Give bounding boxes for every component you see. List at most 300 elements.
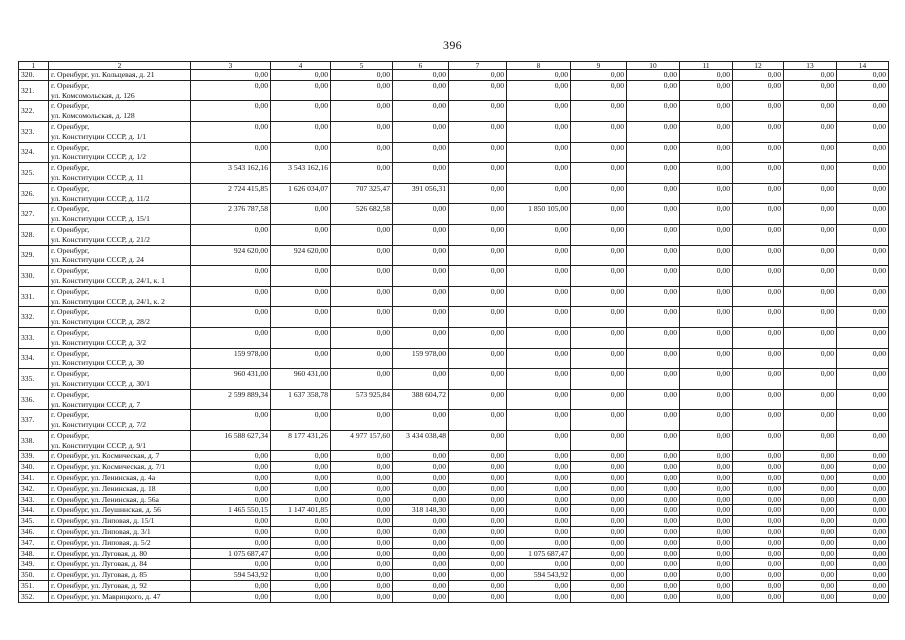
value-cell-col-7: 0,00 bbox=[449, 527, 507, 538]
value-cell-col-6: 0,00 bbox=[393, 163, 449, 184]
value-cell-col-4: 0,00 bbox=[271, 516, 331, 527]
value-cell-col-14: 0,00 bbox=[837, 570, 889, 581]
value-cell-col-10: 0,00 bbox=[627, 286, 680, 307]
column-number-4: 4 bbox=[271, 62, 331, 70]
value-cell-col-3: 0,00 bbox=[191, 307, 271, 328]
value-cell-col-11: 0,00 bbox=[680, 327, 733, 348]
address-line: г. Оренбург, ул. Космическая, д. 7 bbox=[51, 451, 160, 461]
value-cell-col-3: 960 431,00 bbox=[191, 369, 271, 390]
value-cell-col-6: 0,00 bbox=[393, 327, 449, 348]
value-cell-col-9: 0,00 bbox=[571, 245, 627, 266]
value-cell-col-13: 0,00 bbox=[784, 581, 837, 592]
table-row bbox=[19, 559, 889, 570]
row-number: 336. bbox=[19, 389, 49, 410]
value-cell-col-14: 0,00 bbox=[837, 348, 889, 369]
value-cell-col-8: 0,00 bbox=[507, 70, 571, 81]
address-line: г. Оренбург, bbox=[51, 142, 90, 152]
value-cell-col-8: 0,00 bbox=[507, 183, 571, 204]
value-cell-col-13: 0,00 bbox=[784, 473, 837, 484]
table-row bbox=[19, 307, 889, 328]
value-cell-col-7: 0,00 bbox=[449, 483, 507, 494]
address-line: ул. Конституции СССР, д. 1/1 bbox=[51, 131, 147, 141]
address-line: г. Оренбург, ул. Маврицкого, д. 47 bbox=[51, 591, 161, 601]
value-cell-col-3: 0,00 bbox=[191, 410, 271, 431]
table-row bbox=[19, 121, 889, 142]
value-cell-col-8: 0,00 bbox=[507, 473, 571, 484]
address-line: г. Оренбург, ул. Кольцевая, д. 21 bbox=[51, 70, 155, 79]
value-cell-col-5: 0,00 bbox=[331, 494, 393, 505]
value-cell-col-7: 0,00 bbox=[449, 70, 507, 81]
table-row bbox=[19, 516, 889, 527]
value-cell-col-9: 0,00 bbox=[571, 473, 627, 484]
value-cell-col-6: 318 148,30 bbox=[393, 505, 449, 516]
address-cell bbox=[49, 286, 191, 307]
value-cell-col-5: 0,00 bbox=[331, 70, 393, 81]
value-cell-col-4: 0,00 bbox=[271, 286, 331, 307]
value-cell-col-9: 0,00 bbox=[571, 430, 627, 451]
value-cell-col-11: 0,00 bbox=[680, 430, 733, 451]
address-cell bbox=[49, 101, 191, 122]
column-number-14: 14 bbox=[837, 62, 889, 70]
value-cell-col-3: 0,00 bbox=[191, 581, 271, 592]
value-cell-col-10: 0,00 bbox=[627, 473, 680, 484]
row-number: 335. bbox=[19, 369, 49, 390]
value-cell-col-10: 0,00 bbox=[627, 494, 680, 505]
value-cell-col-7: 0,00 bbox=[449, 430, 507, 451]
value-cell-col-4: 0,00 bbox=[271, 348, 331, 369]
value-cell-col-6: 0,00 bbox=[393, 224, 449, 245]
value-cell-col-5: 0,00 bbox=[331, 581, 393, 592]
value-cell-col-4: 0,00 bbox=[271, 80, 331, 101]
value-cell-col-9: 0,00 bbox=[571, 494, 627, 505]
value-cell-col-9: 0,00 bbox=[571, 266, 627, 287]
address-line: ул. Конституции СССР, д. 7 bbox=[51, 399, 141, 409]
value-cell-col-3: 2 724 415,85 bbox=[191, 183, 271, 204]
value-cell-col-12: 0,00 bbox=[733, 570, 784, 581]
value-cell-col-6: 0,00 bbox=[393, 121, 449, 142]
value-cell-col-7: 0,00 bbox=[449, 494, 507, 505]
value-cell-col-8: 1 850 105,00 bbox=[507, 204, 571, 225]
column-number-12: 12 bbox=[733, 62, 784, 70]
table-row bbox=[19, 369, 889, 390]
value-cell-col-9: 0,00 bbox=[571, 70, 627, 81]
address-cell bbox=[49, 307, 191, 328]
value-cell-col-12: 0,00 bbox=[733, 591, 784, 602]
value-cell-col-4: 1 626 034,07 bbox=[271, 183, 331, 204]
value-cell-col-6: 0,00 bbox=[393, 266, 449, 287]
address-line: г. Оренбург, ул. Липовая, д. 15/1 bbox=[51, 516, 155, 526]
value-cell-col-11: 0,00 bbox=[680, 516, 733, 527]
value-cell-col-11: 0,00 bbox=[680, 527, 733, 538]
value-cell-col-12: 0,00 bbox=[733, 101, 784, 122]
row-number: 327. bbox=[19, 204, 49, 225]
value-cell-col-11: 0,00 bbox=[680, 163, 733, 184]
value-cell-col-13: 0,00 bbox=[784, 410, 837, 431]
address-cell bbox=[49, 224, 191, 245]
value-cell-col-4: 960 431,00 bbox=[271, 369, 331, 390]
address-line: г. Оренбург, ул. Ленинская, д. 4а bbox=[51, 473, 156, 483]
value-cell-col-3: 924 620,00 bbox=[191, 245, 271, 266]
value-cell-col-12: 0,00 bbox=[733, 327, 784, 348]
value-cell-col-6: 0,00 bbox=[393, 473, 449, 484]
value-cell-col-12: 0,00 bbox=[733, 121, 784, 142]
value-cell-col-10: 0,00 bbox=[627, 163, 680, 184]
value-cell-col-4: 924 620,00 bbox=[271, 245, 331, 266]
value-cell-col-8: 0,00 bbox=[507, 505, 571, 516]
row-number: 324. bbox=[19, 142, 49, 163]
row-number: 351. bbox=[19, 581, 49, 592]
column-number-9: 9 bbox=[571, 62, 627, 70]
value-cell-col-4: 0,00 bbox=[271, 204, 331, 225]
value-cell-col-12: 0,00 bbox=[733, 559, 784, 570]
value-cell-col-11: 0,00 bbox=[680, 581, 733, 592]
value-cell-col-14: 0,00 bbox=[837, 70, 889, 81]
value-cell-col-12: 0,00 bbox=[733, 473, 784, 484]
value-cell-col-4: 0,00 bbox=[271, 451, 331, 462]
value-cell-col-9: 0,00 bbox=[571, 348, 627, 369]
address-line: ул. Конституции СССР, д. 9/1 bbox=[51, 440, 147, 450]
value-cell-col-9: 0,00 bbox=[571, 483, 627, 494]
value-cell-col-12: 0,00 bbox=[733, 369, 784, 390]
value-cell-col-8: 0,00 bbox=[507, 121, 571, 142]
value-cell-col-12: 0,00 bbox=[733, 516, 784, 527]
column-number-6: 6 bbox=[393, 62, 449, 70]
row-number: 340. bbox=[19, 462, 49, 473]
address-cell bbox=[49, 266, 191, 287]
value-cell-col-12: 0,00 bbox=[733, 204, 784, 225]
value-cell-col-8: 594 543,92 bbox=[507, 570, 571, 581]
value-cell-col-11: 0,00 bbox=[680, 348, 733, 369]
row-number: 348. bbox=[19, 548, 49, 559]
value-cell-col-14: 0,00 bbox=[837, 430, 889, 451]
value-cell-col-3: 1 075 687,47 bbox=[191, 548, 271, 559]
value-cell-col-8: 0,00 bbox=[507, 537, 571, 548]
value-cell-col-5: 0,00 bbox=[331, 121, 393, 142]
value-cell-col-6: 3 434 038,48 bbox=[393, 430, 449, 451]
value-cell-col-10: 0,00 bbox=[627, 483, 680, 494]
address-line: ул. Конституции СССР, д. 24/1, к. 1 bbox=[51, 275, 165, 285]
value-cell-col-7: 0,00 bbox=[449, 410, 507, 431]
value-cell-col-5: 0,00 bbox=[331, 348, 393, 369]
value-cell-col-11: 0,00 bbox=[680, 307, 733, 328]
address-line: г. Оренбург, bbox=[51, 286, 90, 296]
table-row bbox=[19, 70, 889, 81]
value-cell-col-14: 0,00 bbox=[837, 389, 889, 410]
value-cell-col-11: 0,00 bbox=[680, 101, 733, 122]
value-cell-col-7: 0,00 bbox=[449, 581, 507, 592]
value-cell-col-12: 0,00 bbox=[733, 286, 784, 307]
address-cell bbox=[49, 473, 191, 484]
table-row bbox=[19, 204, 889, 225]
value-cell-col-7: 0,00 bbox=[449, 307, 507, 328]
address-line: ул. Конституции СССР, д. 28/2 bbox=[51, 317, 150, 327]
value-cell-col-12: 0,00 bbox=[733, 163, 784, 184]
column-number-5: 5 bbox=[331, 62, 393, 70]
address-line: ул. Конституции СССР, д. 3/2 bbox=[51, 337, 147, 347]
address-line: ул. Конституции СССР, д. 24/1, к. 2 bbox=[51, 296, 165, 306]
value-cell-col-6: 0,00 bbox=[393, 548, 449, 559]
value-cell-col-6: 0,00 bbox=[393, 451, 449, 462]
table-row bbox=[19, 473, 889, 484]
address-line: г. Оренбург, bbox=[51, 327, 90, 337]
value-cell-col-4: 0,00 bbox=[271, 327, 331, 348]
address-line: г. Оренбург, bbox=[51, 245, 90, 255]
value-cell-col-13: 0,00 bbox=[784, 516, 837, 527]
value-cell-col-3: 0,00 bbox=[191, 537, 271, 548]
value-cell-col-9: 0,00 bbox=[571, 570, 627, 581]
value-cell-col-4: 0,00 bbox=[271, 570, 331, 581]
address-line: г. Оренбург, ул. Луговая, д. 85 bbox=[51, 570, 147, 580]
value-cell-col-14: 0,00 bbox=[837, 527, 889, 538]
table-row bbox=[19, 527, 889, 538]
table-row bbox=[19, 266, 889, 287]
value-cell-col-10: 0,00 bbox=[627, 266, 680, 287]
repair-register-table bbox=[18, 61, 889, 603]
value-cell-col-7: 0,00 bbox=[449, 204, 507, 225]
row-number: 339. bbox=[19, 451, 49, 462]
value-cell-col-7: 0,00 bbox=[449, 101, 507, 122]
value-cell-col-3: 0,00 bbox=[191, 286, 271, 307]
value-cell-col-5: 0,00 bbox=[331, 548, 393, 559]
value-cell-col-13: 0,00 bbox=[784, 204, 837, 225]
value-cell-col-10: 0,00 bbox=[627, 307, 680, 328]
value-cell-col-3: 0,00 bbox=[191, 121, 271, 142]
value-cell-col-9: 0,00 bbox=[571, 80, 627, 101]
address-cell bbox=[49, 494, 191, 505]
value-cell-col-4: 8 177 431,26 bbox=[271, 430, 331, 451]
value-cell-col-13: 0,00 bbox=[784, 70, 837, 81]
value-cell-col-4: 1 147 401,85 bbox=[271, 505, 331, 516]
value-cell-col-12: 0,00 bbox=[733, 266, 784, 287]
value-cell-col-8: 0,00 bbox=[507, 307, 571, 328]
value-cell-col-12: 0,00 bbox=[733, 527, 784, 538]
table-row bbox=[19, 570, 889, 581]
row-number: 322. bbox=[19, 101, 49, 122]
value-cell-col-11: 0,00 bbox=[680, 80, 733, 101]
value-cell-col-13: 0,00 bbox=[784, 483, 837, 494]
value-cell-col-5: 0,00 bbox=[331, 307, 393, 328]
column-number-8: 8 bbox=[507, 62, 571, 70]
value-cell-col-13: 0,00 bbox=[784, 101, 837, 122]
value-cell-col-6: 0,00 bbox=[393, 494, 449, 505]
value-cell-col-10: 0,00 bbox=[627, 70, 680, 81]
value-cell-col-14: 0,00 bbox=[837, 451, 889, 462]
row-number: 343. bbox=[19, 494, 49, 505]
address-line: г. Оренбург, bbox=[51, 224, 90, 234]
value-cell-col-9: 0,00 bbox=[571, 121, 627, 142]
value-cell-col-10: 0,00 bbox=[627, 451, 680, 462]
column-number-10: 10 bbox=[627, 62, 680, 70]
value-cell-col-11: 0,00 bbox=[680, 537, 733, 548]
value-cell-col-7: 0,00 bbox=[449, 183, 507, 204]
row-number: 328. bbox=[19, 224, 49, 245]
row-number: 321. bbox=[19, 80, 49, 101]
address-line: ул. Конституции СССР, д. 7/2 bbox=[51, 420, 147, 430]
value-cell-col-11: 0,00 bbox=[680, 389, 733, 410]
value-cell-col-14: 0,00 bbox=[837, 142, 889, 163]
value-cell-col-13: 0,00 bbox=[784, 80, 837, 101]
value-cell-col-5: 0,00 bbox=[331, 483, 393, 494]
column-number-1: 1 bbox=[19, 62, 49, 70]
value-cell-col-8: 0,00 bbox=[507, 527, 571, 538]
value-cell-col-13: 0,00 bbox=[784, 462, 837, 473]
address-line: г. Оренбург, ул. Липовая, д. 5/2 bbox=[51, 537, 151, 547]
value-cell-col-4: 0,00 bbox=[271, 591, 331, 602]
value-cell-col-3: 1 465 550,15 bbox=[191, 505, 271, 516]
value-cell-col-5: 573 925,84 bbox=[331, 389, 393, 410]
table-row bbox=[19, 483, 889, 494]
value-cell-col-8: 0,00 bbox=[507, 451, 571, 462]
value-cell-col-6: 0,00 bbox=[393, 527, 449, 538]
column-number-11: 11 bbox=[680, 62, 733, 70]
value-cell-col-4: 0,00 bbox=[271, 142, 331, 163]
value-cell-col-3: 0,00 bbox=[191, 327, 271, 348]
table-row bbox=[19, 224, 889, 245]
value-cell-col-4: 0,00 bbox=[271, 224, 331, 245]
value-cell-col-11: 0,00 bbox=[680, 451, 733, 462]
address-line: г. Оренбург, bbox=[51, 369, 90, 379]
row-number: 331. bbox=[19, 286, 49, 307]
address-line: г. Оренбург, ул. Луговая, д. 84 bbox=[51, 559, 147, 569]
value-cell-col-5: 0,00 bbox=[331, 142, 393, 163]
value-cell-col-14: 0,00 bbox=[837, 494, 889, 505]
value-cell-col-9: 0,00 bbox=[571, 307, 627, 328]
value-cell-col-11: 0,00 bbox=[680, 570, 733, 581]
value-cell-col-10: 0,00 bbox=[627, 410, 680, 431]
value-cell-col-5: 526 682,58 bbox=[331, 204, 393, 225]
value-cell-col-7: 0,00 bbox=[449, 570, 507, 581]
row-number: 338. bbox=[19, 430, 49, 451]
column-number-3: 3 bbox=[191, 62, 271, 70]
value-cell-col-11: 0,00 bbox=[680, 204, 733, 225]
table-row bbox=[19, 101, 889, 122]
value-cell-col-8: 0,00 bbox=[507, 163, 571, 184]
value-cell-col-11: 0,00 bbox=[680, 462, 733, 473]
address-line: г. Оренбург, bbox=[51, 389, 90, 399]
value-cell-col-7: 0,00 bbox=[449, 505, 507, 516]
value-cell-col-8: 0,00 bbox=[507, 266, 571, 287]
value-cell-col-4: 0,00 bbox=[271, 462, 331, 473]
address-cell bbox=[49, 204, 191, 225]
value-cell-col-11: 0,00 bbox=[680, 591, 733, 602]
value-cell-col-12: 0,00 bbox=[733, 581, 784, 592]
table-row bbox=[19, 183, 889, 204]
value-cell-col-3: 0,00 bbox=[191, 142, 271, 163]
column-number-2: 2 bbox=[49, 62, 191, 70]
value-cell-col-11: 0,00 bbox=[680, 473, 733, 484]
address-cell bbox=[49, 505, 191, 516]
table-row bbox=[19, 548, 889, 559]
value-cell-col-7: 0,00 bbox=[449, 559, 507, 570]
address-cell bbox=[49, 348, 191, 369]
value-cell-col-6: 0,00 bbox=[393, 245, 449, 266]
address-cell bbox=[49, 327, 191, 348]
value-cell-col-11: 0,00 bbox=[680, 369, 733, 390]
value-cell-col-12: 0,00 bbox=[733, 462, 784, 473]
value-cell-col-13: 0,00 bbox=[784, 286, 837, 307]
value-cell-col-14: 0,00 bbox=[837, 245, 889, 266]
value-cell-col-6: 0,00 bbox=[393, 410, 449, 431]
value-cell-col-13: 0,00 bbox=[784, 327, 837, 348]
value-cell-col-12: 0,00 bbox=[733, 224, 784, 245]
value-cell-col-10: 0,00 bbox=[627, 80, 680, 101]
value-cell-col-6: 0,00 bbox=[393, 581, 449, 592]
value-cell-col-3: 0,00 bbox=[191, 451, 271, 462]
value-cell-col-9: 0,00 bbox=[571, 581, 627, 592]
address-cell bbox=[49, 163, 191, 184]
address-cell bbox=[49, 80, 191, 101]
row-number: 341. bbox=[19, 473, 49, 484]
value-cell-col-3: 0,00 bbox=[191, 70, 271, 81]
value-cell-col-12: 0,00 bbox=[733, 142, 784, 163]
value-cell-col-5: 0,00 bbox=[331, 101, 393, 122]
table-row bbox=[19, 410, 889, 431]
value-cell-col-5: 0,00 bbox=[331, 369, 393, 390]
table-row bbox=[19, 245, 889, 266]
value-cell-col-9: 0,00 bbox=[571, 516, 627, 527]
value-cell-col-13: 0,00 bbox=[784, 591, 837, 602]
value-cell-col-5: 0,00 bbox=[331, 570, 393, 581]
address-cell bbox=[49, 483, 191, 494]
value-cell-col-10: 0,00 bbox=[627, 224, 680, 245]
address-line: г. Оренбург, bbox=[51, 266, 90, 276]
value-cell-col-3: 0,00 bbox=[191, 101, 271, 122]
value-cell-col-8: 0,00 bbox=[507, 559, 571, 570]
value-cell-col-13: 0,00 bbox=[784, 142, 837, 163]
value-cell-col-13: 0,00 bbox=[784, 548, 837, 559]
value-cell-col-11: 0,00 bbox=[680, 224, 733, 245]
value-cell-col-10: 0,00 bbox=[627, 527, 680, 538]
value-cell-col-13: 0,00 bbox=[784, 430, 837, 451]
table-row bbox=[19, 462, 889, 473]
value-cell-col-5: 0,00 bbox=[331, 163, 393, 184]
address-line: г. Оренбург, bbox=[51, 163, 90, 173]
address-line: г. Оренбург, ул. Ленинская, д. 18 bbox=[51, 483, 156, 493]
value-cell-col-14: 0,00 bbox=[837, 101, 889, 122]
address-line: г. Оренбург, bbox=[51, 121, 90, 131]
value-cell-col-12: 0,00 bbox=[733, 245, 784, 266]
address-cell bbox=[49, 245, 191, 266]
value-cell-col-4: 0,00 bbox=[271, 581, 331, 592]
value-cell-col-11: 0,00 bbox=[680, 142, 733, 163]
value-cell-col-7: 0,00 bbox=[449, 537, 507, 548]
address-cell bbox=[49, 548, 191, 559]
value-cell-col-13: 0,00 bbox=[784, 570, 837, 581]
address-line: г. Оренбург, ул. Луговая, д. 92 bbox=[51, 581, 147, 591]
value-cell-col-12: 0,00 bbox=[733, 548, 784, 559]
value-cell-col-11: 0,00 bbox=[680, 70, 733, 81]
address-line: ул. Конституции СССР, д. 15/1 bbox=[51, 214, 150, 224]
value-cell-col-8: 0,00 bbox=[507, 591, 571, 602]
table-row bbox=[19, 327, 889, 348]
value-cell-col-14: 0,00 bbox=[837, 224, 889, 245]
value-cell-col-14: 0,00 bbox=[837, 505, 889, 516]
value-cell-col-8: 0,00 bbox=[507, 142, 571, 163]
value-cell-col-5: 0,00 bbox=[331, 451, 393, 462]
row-number: 334. bbox=[19, 348, 49, 369]
row-number: 333. bbox=[19, 327, 49, 348]
value-cell-col-5: 0,00 bbox=[331, 286, 393, 307]
value-cell-col-3: 16 588 627,34 bbox=[191, 430, 271, 451]
table-row bbox=[19, 537, 889, 548]
value-cell-col-4: 0,00 bbox=[271, 559, 331, 570]
value-cell-col-9: 0,00 bbox=[571, 204, 627, 225]
value-cell-col-5: 0,00 bbox=[331, 266, 393, 287]
value-cell-col-5: 0,00 bbox=[331, 327, 393, 348]
value-cell-col-8: 0,00 bbox=[507, 369, 571, 390]
value-cell-col-5: 0,00 bbox=[331, 245, 393, 266]
address-line: ул. Комсомольская, д. 128 bbox=[51, 111, 135, 121]
